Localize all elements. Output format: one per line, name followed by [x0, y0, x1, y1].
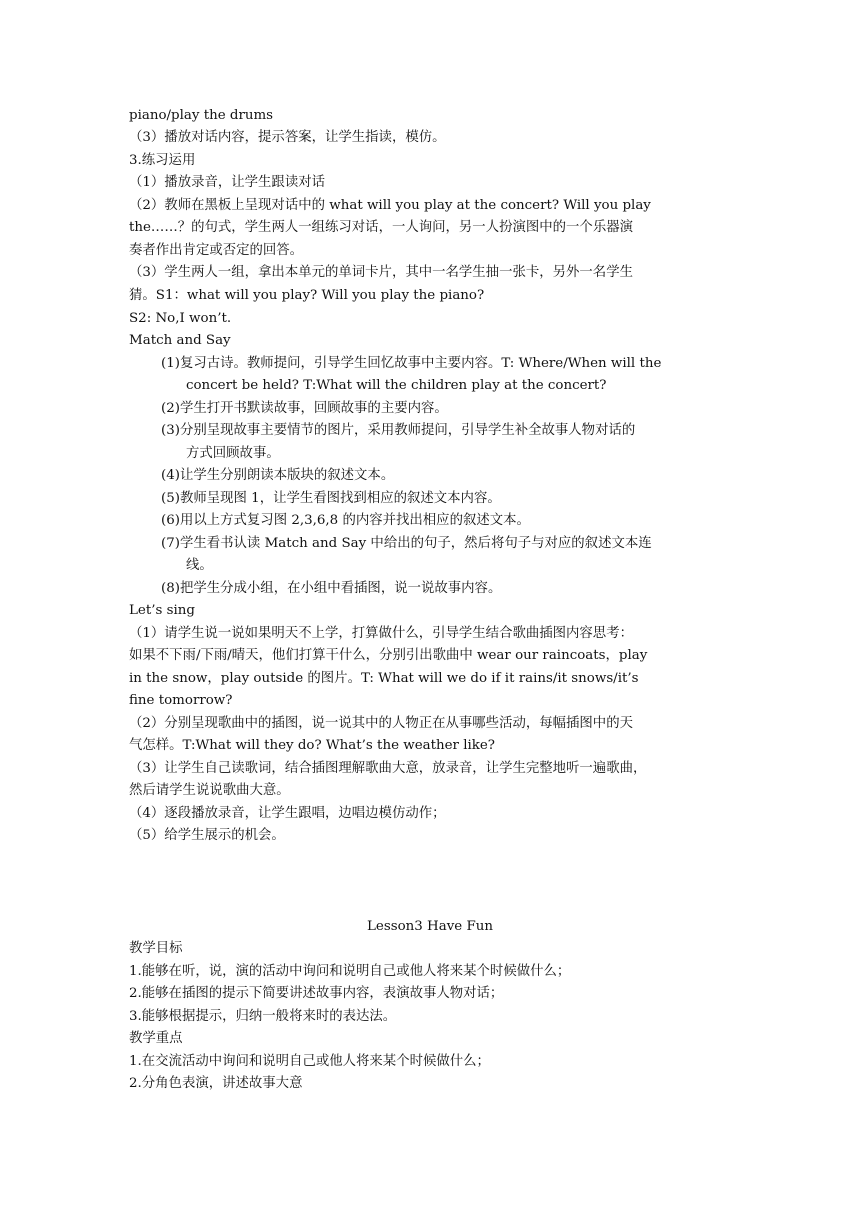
text-line: in the snow，play outside 的图片。T: What will we do if it rains/it snows/it’s — [129, 671, 639, 686]
text-line: 2.分角色表演，讲述故事大意 — [129, 1076, 303, 1091]
list-item: (6)用以上方式复习图 2,3,6,8 的内容并找出相应的叙述文本。 — [161, 513, 530, 528]
text-line: 如果不下雨/下雨/晴天，他们打算干什么，分别引出歌曲中 wear our raincoats，play — [129, 648, 648, 663]
text-line: （1）请学生说一说如果明天不上学，打算做什么，引导学生结合歌曲插图内容思考： — [129, 626, 633, 641]
section-heading: Let’s sing — [129, 603, 195, 618]
list-item-continuation: concert be held? T:What will the children play at the concert? — [186, 378, 607, 393]
text-line: （1）播放录音，让学生跟读对话 — [129, 175, 325, 190]
text-line: （4）逐段播放录音，让学生跟唱，边唱边模仿动作； — [129, 806, 446, 821]
list-item: (4)让学生分别朗读本版块的叙述文本。 — [161, 468, 395, 483]
text-line: S2: No,I won’t. — [129, 311, 232, 326]
list-item: (7)学生看书认读 Match and Say 中给出的句子，然后将句子与对应的叙述文本连 — [161, 536, 652, 551]
text-line: 气怎样。T:What will they do? What’s the weather like? — [129, 738, 495, 753]
list-item-continuation: 方式回顾故事。 — [186, 446, 280, 461]
lesson-title: Lesson3 Have Fun — [367, 919, 493, 934]
text-line: （3）播放对话内容，提示答案，让学生指读，模仿。 — [129, 130, 446, 145]
text-line: 1.在交流活动中询问和说明自己或他人将来某个时候做什么； — [129, 1054, 490, 1069]
text-line: 3.能够根据提示，归纳一般将来时的表达法。 — [129, 1009, 397, 1024]
text-line: （3）让学生自己读歌词，结合插图理解歌曲大意，放录音，让学生完整地听一遍歌曲， — [129, 761, 647, 776]
text-line: the……？的句式，学生两人一组练习对话，一人询问，另一人扮演图中的一个乐器演 — [129, 220, 633, 235]
text-line: 猜。S1：what will you play? Will you play the piano? — [129, 288, 485, 303]
section-heading: 教学目标 — [129, 941, 183, 956]
list-item: (3)分别呈现故事主要情节的图片，采用教师提问，引导学生补全故事人物对话的 — [161, 423, 636, 438]
text-line: （2）教师在黑板上呈现对话中的 what will you play at the concert? Will you play — [129, 198, 651, 213]
list-item: (8)把学生分成小组，在小组中看插图，说一说故事内容。 — [161, 581, 502, 596]
list-item: (1)复习古诗。教师提问，引导学生回忆故事中主要内容。T: Where/When will the — [161, 356, 662, 371]
text-line: piano/play the drums — [129, 108, 274, 123]
text-line: 奏者作出肯定或否定的回答。 — [129, 243, 304, 258]
section-heading: Match and Say — [129, 333, 231, 348]
text-line: 然后请学生说说歌曲大意。 — [129, 783, 290, 798]
text-line: （5）给学生展示的机会。 — [129, 828, 285, 843]
list-item: (2)学生打开书默读故事，回顾故事的主要内容。 — [161, 401, 448, 416]
list-item-continuation: 线。 — [186, 558, 213, 573]
text-line: fine tomorrow? — [129, 693, 233, 708]
text-line: （2）分别呈现歌曲中的插图，说一说其中的人物正在从事哪些活动，每幅插图中的天 — [129, 716, 633, 731]
text-line: （3）学生两人一组，拿出本单元的单词卡片，其中一名学生抽一张卡，另外一名学生 — [129, 265, 633, 280]
section-heading: 教学重点 — [129, 1031, 183, 1046]
text-line: 1.能够在听，说，演的活动中询问和说明自己或他人将来某个时候做什么； — [129, 964, 571, 979]
text-line: 2.能够在插图的提示下简要讲述故事内容，表演故事人物对话； — [129, 986, 504, 1001]
section-heading: 3.练习运用 — [129, 153, 196, 168]
list-item: (5)教师呈现图 1，让学生看图找到相应的叙述文本内容。 — [161, 491, 501, 506]
